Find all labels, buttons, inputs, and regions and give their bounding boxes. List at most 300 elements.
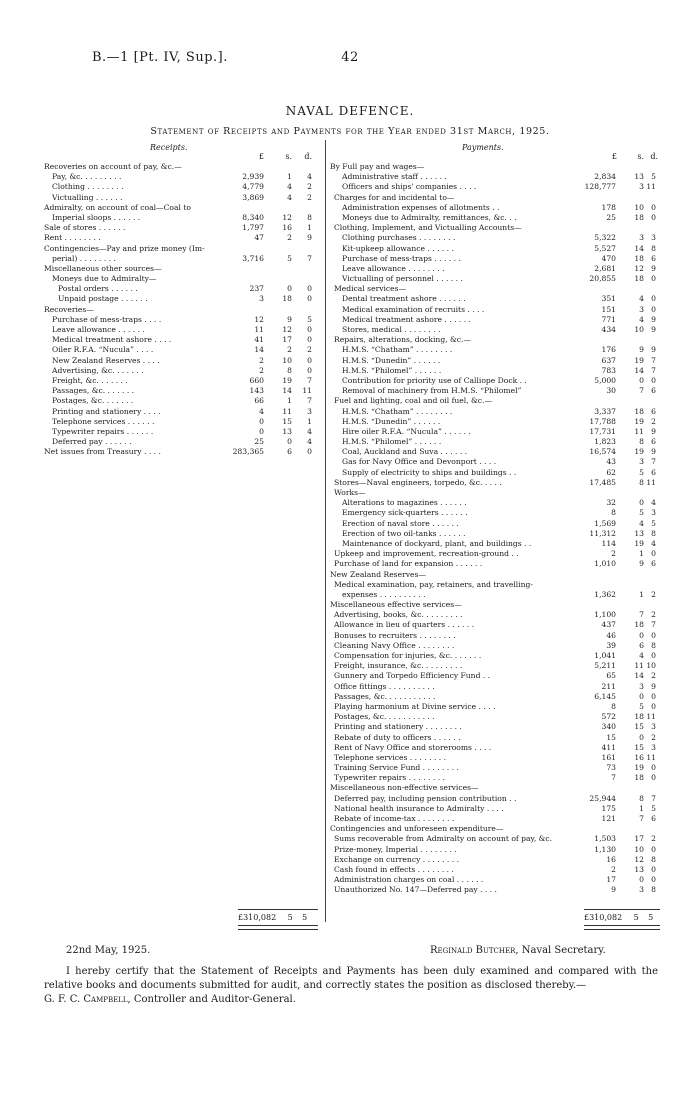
payment-item-description: Contingencies and unforeseen expenditure— (330, 824, 504, 834)
receipt-row (44, 213, 320, 223)
payment-item-description: expenses . . . . . . . . . . (342, 589, 426, 599)
payment-item-shillings: 15 (634, 722, 644, 732)
audit-certificate (44, 965, 658, 1007)
payment-item-description: Advertising, books, &c. . . . . . . . . (334, 610, 463, 620)
receipt-item-pounds: 2 (259, 355, 264, 365)
payment-item-description: Maintenance of dockyard, plant, and buildings . . (342, 538, 532, 548)
receipt-item-pence: 0 (307, 284, 312, 294)
receipt-row (44, 233, 320, 243)
payment-item-description: Allowance in lieu of quarters . . . . . . (334, 620, 475, 630)
payment-item-shillings: 3 (639, 304, 644, 314)
payment-item-description: New Zealand Reserves— (330, 569, 426, 579)
payment-item-pence: 0 (651, 549, 656, 559)
receipt-item-shillings: 5 (287, 253, 292, 263)
payment-item-description: Clothing purchases . . . . . . . . (342, 233, 456, 243)
receipt-item-pounds: 3,869 (242, 192, 264, 202)
receipt-item-pence: 0 (307, 447, 312, 457)
receipt-item-pounds: 8,340 (242, 212, 264, 222)
receipt-row (44, 203, 320, 213)
receipt-row (44, 315, 320, 325)
payment-item-pounds: 17,485 (589, 477, 616, 487)
receipt-item-pence: 4 (307, 437, 312, 447)
receipt-row (44, 162, 320, 172)
receipts-total-double-rule (238, 925, 318, 930)
receipt-item-description: Clothing . . . . . . . . (52, 182, 124, 192)
receipt-row (44, 447, 320, 457)
payment-item-pounds: 351 (601, 294, 616, 304)
payment-item-pounds: 11,312 (589, 528, 616, 538)
receipt-item-shillings: 1 (287, 172, 292, 182)
payment-item-description: National health insurance to Admiralty . . . . (334, 803, 504, 813)
payment-item-pounds: 175 (601, 803, 616, 813)
payment-item-shillings: 3 (639, 457, 644, 467)
payment-item-pence: 3 (651, 233, 656, 243)
receipt-item-shillings: 14 (282, 386, 292, 396)
receipt-item-pounds: 41 (254, 335, 264, 345)
payment-item-pounds: 25 (606, 212, 616, 222)
receipt-row (44, 325, 320, 335)
receipt-item-shillings: 2 (287, 233, 292, 243)
payment-item-pounds: 17,788 (589, 416, 616, 426)
receipt-row (44, 284, 320, 294)
payment-item-shillings: 5 (639, 701, 644, 711)
payment-item-shillings: 0 (639, 375, 644, 385)
payment-row (330, 682, 656, 692)
receipt-item-pounds: 66 (254, 396, 264, 406)
payment-item-pounds: 437 (601, 620, 616, 630)
payment-item-pence: 8 (651, 640, 656, 650)
payment-item-shillings: 18 (634, 773, 644, 783)
payment-row (330, 824, 656, 834)
payment-item-pounds: 411 (601, 742, 616, 752)
payment-item-shillings: 0 (639, 691, 644, 701)
receipt-item-pence: 7 (307, 253, 312, 263)
payment-item-shillings: 19 (634, 447, 644, 457)
payment-item-pence: 0 (651, 202, 656, 212)
payment-row (330, 794, 656, 804)
payment-item-pounds: 1,569 (594, 518, 616, 528)
receipt-item-pounds: 14 (254, 345, 264, 355)
payment-item-pounds: 39 (606, 640, 616, 650)
signatory (430, 945, 606, 956)
receipt-item-description: Printing and stationery . . . . (52, 406, 161, 416)
payment-item-pence: 0 (651, 304, 656, 314)
payment-row (330, 743, 656, 753)
receipt-row (44, 366, 320, 376)
payment-item-pounds: 17 (606, 875, 616, 885)
payment-row (330, 702, 656, 712)
payment-row (330, 865, 656, 875)
payment-item-description: Stores, medical . . . . . . . . (342, 325, 441, 334)
receipt-item-pounds: 0 (259, 416, 264, 426)
payment-item-pounds: 470 (601, 253, 616, 263)
payment-item-shillings: 0 (639, 875, 644, 885)
payment-row (330, 172, 656, 182)
receipt-item-pounds: 143 (249, 386, 264, 396)
payment-item-description: Moneys due to Admiralty, remittances, &c. . . (342, 212, 517, 222)
receipt-item-description: Oiler R.F.A. “Nucula” . . . . (52, 345, 154, 355)
payment-item-shillings: 10 (634, 202, 644, 212)
receipt-item-pence: 2 (307, 345, 312, 355)
receipt-item-pounds: 2,939 (242, 172, 264, 182)
payment-item-description: Rent of Navy Office and storerooms . . . . (334, 742, 492, 752)
payment-item-description: Administration charges on coal . . . . . . (334, 875, 484, 885)
payment-item-description: Rebate of duty to officers . . . . . . (334, 732, 461, 742)
payment-item-pounds: 5,000 (594, 375, 616, 385)
payment-item-pounds: 3,337 (594, 406, 616, 416)
receipt-item-pounds: 47 (254, 233, 264, 243)
payment-item-pence: 5 (651, 518, 656, 528)
payment-row (330, 753, 656, 763)
payment-item-pence: 7 (651, 365, 656, 375)
payment-row (330, 559, 656, 569)
payment-item-pence: 6 (651, 253, 656, 263)
payment-item-pence: 10 (646, 661, 656, 671)
payment-item-shillings: 9 (639, 345, 644, 355)
payment-row (330, 529, 656, 539)
receipt-item-shillings: 0 (287, 437, 292, 447)
receipt-item-shillings: 12 (282, 325, 292, 334)
payments-heading: Payments. (462, 143, 504, 152)
payment-row (330, 457, 656, 467)
payment-item-shillings: 4 (639, 314, 644, 324)
certificate-text: I hereby certify that the Statement of Receipts and Payments has been duly examined and compared with the relative books and documents submitted for audit, and correctly states the position as disclosed thereby.— (44, 966, 658, 991)
payment-item-shillings: 0 (639, 498, 644, 508)
receipt-item-pounds: 660 (249, 375, 264, 385)
payment-row (330, 519, 656, 529)
payment-row (330, 274, 656, 284)
payment-item-pounds: 46 (606, 630, 616, 640)
payments-shillings-header: s. (637, 152, 644, 161)
payment-item-shillings: 13 (634, 172, 644, 182)
payment-row (330, 193, 656, 203)
receipt-item-pence: 1 (307, 416, 312, 426)
receipts-total (238, 913, 307, 922)
receipt-item-pence: 0 (307, 365, 312, 375)
payment-item-description: Hire oiler R.F.A. “Nucula” . . . . . . (342, 426, 471, 436)
payment-item-pence: 2 (651, 834, 656, 844)
payment-row (330, 885, 656, 895)
receipt-item-pounds: 2 (259, 365, 264, 375)
payment-row (330, 233, 656, 243)
payment-item-pounds: 1,100 (594, 610, 616, 620)
statement-date: 22nd May, 1925. (66, 945, 151, 956)
payment-item-shillings: 1 (639, 589, 644, 599)
receipt-row (44, 193, 320, 203)
payment-item-shillings: 18 (634, 212, 644, 222)
receipt-item-description: Rent . . . . . . . . (44, 233, 101, 243)
payment-item-pence: 5 (651, 172, 656, 182)
receipts-pence-header: d. (304, 152, 312, 161)
payment-item-pounds: 25,944 (589, 793, 616, 803)
receipt-item-pounds: 3,716 (242, 253, 264, 263)
payment-item-pounds: 9 (611, 885, 616, 895)
payment-item-pounds: 15 (606, 732, 616, 742)
receipt-row (44, 244, 320, 254)
document-title: NAVAL DEFENCE. (285, 104, 415, 118)
payment-item-description: Medical treatment ashore . . . . . . (342, 314, 471, 324)
receipts-ledger (44, 162, 320, 457)
payment-item-pence: 11 (646, 477, 656, 487)
payment-item-pence: 0 (651, 630, 656, 640)
payment-item-pence: 0 (651, 212, 656, 222)
payment-item-shillings: 4 (639, 651, 644, 660)
receipt-item-shillings: 15 (282, 416, 292, 426)
payment-item-pounds: 8 (611, 508, 616, 518)
payment-item-pence: 0 (651, 701, 656, 711)
payment-item-pounds: 1,362 (594, 589, 616, 599)
payment-item-pence: 6 (651, 559, 656, 569)
payment-item-pounds: 1,823 (594, 437, 616, 447)
payment-item-description: Repairs, alterations, docking, &c.— (334, 335, 472, 345)
payment-item-pounds: 2,681 (594, 263, 616, 273)
payment-item-description: Printing and stationery . . . . . . . . (334, 722, 462, 732)
receipt-row (44, 407, 320, 417)
payment-row (330, 386, 656, 396)
payment-item-pounds: 73 (606, 763, 616, 773)
receipt-item-description: Freight, &c. . . . . . . (52, 375, 128, 385)
payment-item-description: Medical services— (334, 284, 407, 294)
payment-item-pounds: 1,130 (594, 844, 616, 854)
payment-row (330, 213, 656, 223)
payment-item-pence: 6 (651, 467, 656, 477)
payment-row (330, 284, 656, 294)
receipt-row (44, 356, 320, 366)
receipt-item-pounds: 237 (249, 284, 264, 294)
payment-item-pence: 11 (646, 752, 656, 762)
payment-item-description: Miscellaneous non-effective services— (330, 783, 479, 793)
payment-item-pence: 8 (651, 854, 656, 864)
payment-item-pence: 7 (651, 457, 656, 467)
receipt-item-description: Recoveries— (44, 304, 94, 314)
receipt-item-description: Telephone services . . . . . . (52, 416, 155, 426)
payment-item-shillings: 14 (634, 365, 644, 375)
payment-item-description: By Full pay and wages— (330, 162, 425, 171)
payment-item-pence: 0 (651, 864, 656, 874)
receipt-item-description: Advertising, &c. . . . . . . (52, 365, 144, 375)
receipt-item-pence: 2 (307, 182, 312, 192)
payment-item-pence: 8 (651, 885, 656, 895)
payment-item-description: Bonuses to recruiters . . . . . . . . (334, 630, 456, 640)
payment-row (330, 722, 656, 732)
payment-item-shillings: 5 (639, 467, 644, 477)
receipt-item-description: Moneys due to Admiralty— (52, 274, 157, 284)
receipt-item-pounds: 0 (259, 426, 264, 436)
payment-item-description: Contribution for priority use of Calliope Dock . . (342, 375, 527, 385)
payment-item-shillings: 3 (639, 681, 644, 691)
payment-row (330, 661, 656, 671)
payment-item-description: Playing harmonium at Divine service . . . . (334, 701, 496, 711)
payments-total (584, 913, 653, 922)
receipt-item-description: Unpaid postage . . . . . . (58, 294, 148, 304)
payment-item-description: H.M.S. “Dunedin” . . . . . . (342, 416, 441, 426)
payment-item-description: Kit-upkeep allowance . . . . . . (342, 243, 454, 253)
payment-item-description: H.M.S. “Chatham” . . . . . . . . (342, 345, 453, 355)
payment-item-shillings: 14 (634, 243, 644, 253)
payment-row (330, 447, 656, 457)
payment-row (330, 712, 656, 722)
payment-item-description: Postages, &c. . . . . . . . . . . (334, 712, 435, 722)
payment-row (330, 335, 656, 345)
receipt-item-shillings: 4 (287, 192, 292, 202)
payment-item-pounds: 783 (601, 365, 616, 375)
payment-item-pounds: 434 (601, 325, 616, 334)
payment-item-description: Alterations to magazines . . . . . . (342, 498, 467, 508)
payment-item-shillings: 12 (634, 263, 644, 273)
receipt-item-pounds: 4 (259, 406, 264, 416)
payment-item-description: Erection of naval store . . . . . . (342, 518, 459, 528)
receipt-item-description: Recoveries on account of pay, &c.— (44, 162, 182, 171)
payment-item-pence: 0 (651, 691, 656, 701)
payment-item-pounds: 637 (601, 355, 616, 365)
payment-row (330, 498, 656, 508)
payment-row (330, 366, 656, 376)
payment-item-description: Typewriter repairs . . . . . . . . (334, 773, 445, 783)
payment-item-pounds: 340 (601, 722, 616, 732)
payment-item-pounds: 1,041 (594, 651, 616, 660)
payment-item-pounds: 1,010 (594, 559, 616, 569)
receipt-item-description: Postages, &c. . . . . . . (52, 396, 134, 406)
receipt-item-description: Passages, &c. . . . . . . (52, 386, 135, 396)
receipt-item-description: Miscellaneous other sources— (44, 263, 162, 273)
receipt-item-pence: 4 (307, 172, 312, 182)
receipt-item-description: Medical treatment ashore . . . . (52, 335, 172, 345)
payment-item-shillings: 13 (634, 864, 644, 874)
payment-item-description: Stores—Naval engineers, torpedo, &c. . . . . (334, 477, 502, 487)
payment-item-description: Exchange on currency . . . . . . . . (334, 854, 459, 864)
payment-row (330, 345, 656, 355)
receipt-item-pence: 2 (307, 192, 312, 202)
payments-pence-header: d. (650, 152, 658, 161)
payment-item-pounds: 30 (606, 386, 616, 396)
payment-item-pence: 11 (646, 182, 656, 192)
payment-item-description: Coal, Auckland and Suva . . . . . . (342, 447, 468, 457)
payment-item-pence: 4 (651, 498, 656, 508)
payment-item-shillings: 17 (634, 834, 644, 844)
payment-row (330, 834, 656, 844)
payment-item-description: Victualling of personnel . . . . . . (342, 274, 463, 284)
receipt-row (44, 376, 320, 386)
payment-item-description: Dental treatment ashore . . . . . . (342, 294, 466, 304)
payment-row (330, 417, 656, 427)
payment-item-pence: 9 (651, 345, 656, 355)
payment-row (330, 488, 656, 498)
receipt-item-shillings: 1 (287, 396, 292, 406)
payment-item-shillings: 15 (634, 742, 644, 752)
payment-item-shillings: 6 (639, 640, 644, 650)
payment-item-shillings: 8 (639, 793, 644, 803)
payments-total-double-rule (584, 925, 660, 930)
receipt-item-description: Pay, &c. . . . . . . . . (52, 172, 122, 182)
payment-row (330, 182, 656, 192)
payment-item-pence: 9 (651, 426, 656, 436)
receipt-item-pence: 3 (307, 406, 312, 416)
receipt-item-shillings: 0 (287, 284, 292, 294)
payment-row (330, 814, 656, 824)
receipt-item-shillings: 9 (287, 314, 292, 324)
payment-row (330, 305, 656, 315)
receipt-item-shillings: 18 (282, 294, 292, 304)
payment-item-pence: 6 (651, 814, 656, 823)
payment-item-shillings: 7 (639, 814, 644, 823)
payment-item-description: Purchase of mess-traps . . . . . . (342, 253, 461, 263)
receipt-item-pounds: 3 (259, 294, 264, 304)
payment-item-description: Gunnery and Torpedo Efficiency Fund . . (334, 671, 491, 681)
payment-item-shillings: 1 (639, 803, 644, 813)
payment-item-description: Administrative staff . . . . . . (342, 172, 447, 182)
receipt-item-description: Postal orders . . . . . . (58, 284, 138, 294)
auditor-title: , Controller and Auditor-General. (127, 994, 296, 1005)
payment-row (330, 733, 656, 743)
payment-item-shillings: 7 (639, 386, 644, 396)
payment-item-description: Telephone services . . . . . . . . (334, 752, 447, 762)
receipt-item-shillings: 19 (282, 375, 292, 385)
payment-item-shillings: 3 (639, 182, 644, 192)
receipt-item-description: Admiralty, on account of coal—Coal to (44, 202, 191, 212)
payment-item-pence: 0 (651, 763, 656, 773)
payment-item-description: Clothing, Implement, and Victualling Accounts— (334, 223, 522, 233)
payment-item-description: Passages, &c. . . . . . . . . . . (334, 691, 436, 701)
payment-item-description: Sums recoverable from Admiralty on account of pay, &c. (334, 834, 553, 844)
payment-row (330, 427, 656, 437)
payment-item-pounds: 5,211 (594, 661, 616, 671)
receipt-item-pence: 7 (307, 375, 312, 385)
payment-item-shillings: 10 (634, 325, 644, 334)
payment-item-description: H.M.S. “Chatham” . . . . . . . . (342, 406, 453, 416)
payment-item-pounds: 5,322 (594, 233, 616, 243)
payment-item-pence: 3 (651, 722, 656, 732)
payment-item-pence: 9 (651, 681, 656, 691)
receipt-row (44, 254, 320, 264)
payment-row (330, 692, 656, 702)
payment-row (330, 773, 656, 783)
receipt-item-pounds: 11 (254, 325, 264, 334)
payment-item-pounds: 6,145 (594, 691, 616, 701)
payment-row (330, 468, 656, 478)
payment-row (330, 875, 656, 885)
payment-row (330, 264, 656, 274)
payment-item-description: Charges for and incidental to— (334, 192, 455, 202)
payment-item-shillings: 9 (639, 559, 644, 569)
payment-item-pence: 3 (651, 742, 656, 752)
receipt-item-pounds: 25 (254, 437, 264, 447)
payment-item-pence: 2 (651, 671, 656, 681)
payment-row (330, 478, 656, 488)
receipt-row (44, 294, 320, 304)
receipt-row (44, 274, 320, 284)
payment-row (330, 671, 656, 681)
payment-item-shillings: 5 (639, 508, 644, 518)
receipt-item-description: Purchase of mess-traps . . . . (52, 314, 162, 324)
receipt-item-shillings: 6 (287, 447, 292, 457)
payment-row (330, 631, 656, 641)
payments-total-pounds: £310,082 (584, 913, 623, 922)
payment-row (330, 855, 656, 865)
receipt-item-pence: 7 (307, 396, 312, 406)
payment-item-pounds: 16,574 (589, 447, 616, 457)
payment-row (330, 508, 656, 518)
signatory-name: Reginald Butcher (430, 945, 516, 956)
payment-item-shillings: 0 (639, 630, 644, 640)
payment-item-description: Upkeep and improvement, recreation-ground . . (334, 549, 519, 559)
receipt-item-pence: 11 (302, 386, 312, 396)
payment-item-description: Removal of machinery from H.M.S. “Philomel” (342, 386, 522, 396)
payment-item-shillings: 8 (639, 437, 644, 447)
receipts-shillings-header: s. (285, 152, 292, 161)
payment-item-pence: 2 (651, 589, 656, 599)
payment-item-pence: 8 (651, 243, 656, 253)
payment-row (330, 437, 656, 447)
